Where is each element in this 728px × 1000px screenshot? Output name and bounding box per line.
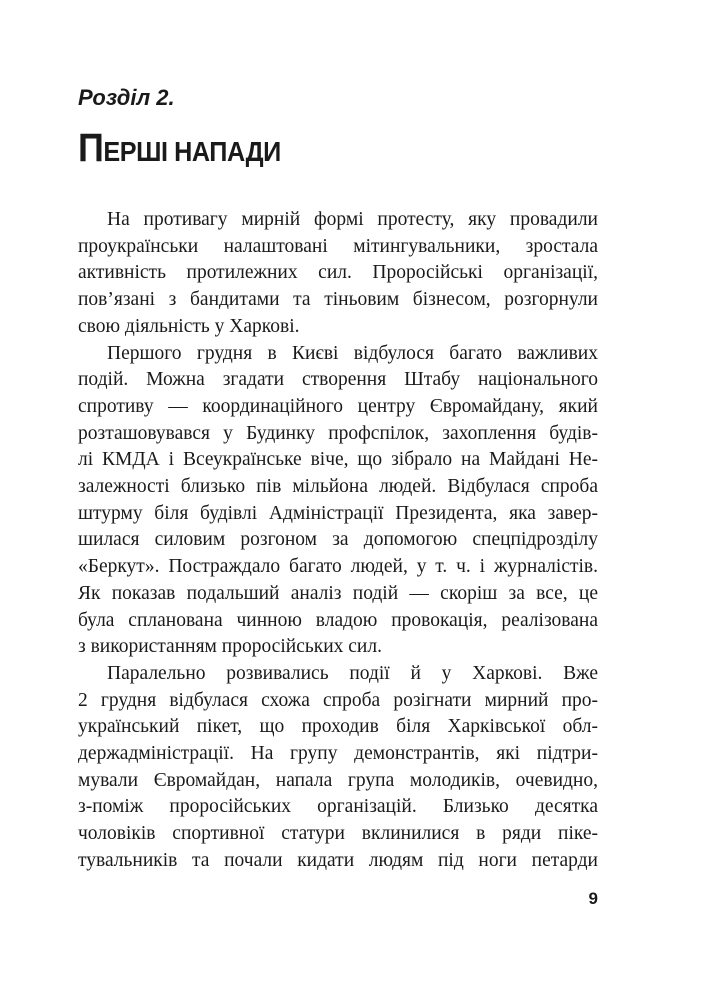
page-number: 9 (588, 889, 598, 908)
text-line: Паралельно розвивались події й у Харкові. Вже (107, 662, 598, 684)
paragraph (78, 207, 598, 341)
text-line: український пікет, що проходив біля Харківської обл- (78, 716, 598, 738)
text-line: з-поміж проросійських організацій. Близько десятка (78, 796, 598, 818)
text-line: залежності близько пів мільйона людей. Відбулася спроба (78, 476, 598, 498)
text-line: штурму біля будівлі Адміністрації Президента, яка завер- (78, 502, 598, 524)
text-line: подій. Можна згадати створення Штабу національного (78, 369, 598, 391)
paragraph (78, 341, 598, 661)
text-line: була спланована чинною владою провокація, реалізована (78, 609, 598, 631)
text-line: Першого грудня в Києві відбулося багато важливих (107, 342, 598, 364)
text-line: На противагу мирній формі протесту, яку провадили (107, 209, 598, 230)
text-line: держадміністрації. На групу демонстрантів, які підтри- (78, 743, 598, 765)
text-line: тувальників та почали кидати людям під ноги петарди (78, 849, 598, 871)
text-line: пов’язані з бандитами та тіньовим бізнесом, розгорнули (78, 289, 598, 311)
chapter-label: Розділ 2. (78, 85, 175, 110)
body-text (78, 207, 598, 875)
paragraph (78, 661, 598, 875)
text-line: Як показав подальший аналіз подій — скоріш за все, це (78, 582, 598, 604)
text-line: спротиву — координаційного центру Євромайдану, який (78, 395, 598, 417)
text-line: з використанням проросійських сил. (78, 636, 382, 658)
chapter-title: ПЕРШІ НАПАДИ (78, 126, 281, 170)
text-line: шилася силовим розгоном за допомогою спецпідрозділу (78, 529, 598, 551)
text-line: чоловіків спортивної статури вклинилися в ряди піке- (78, 823, 598, 845)
text-line: лі КМДА і Всеукраїнське віче, що зібрало на Майдані Не- (78, 449, 598, 471)
text-line: свою діяльність у Харкові. (78, 315, 300, 337)
text-line: мували Євромайдан, напала група молодиків, очевидно, (78, 769, 598, 791)
text-line: активність протилежних сил. Проросійські організації, (78, 262, 598, 284)
text-line: розташовувався у Будинку профспілок, захоплення будів- (78, 422, 598, 444)
text-line: проукраїнськи налаштовані мітингувальники, зростала (78, 235, 598, 257)
text-line: 2 грудня відбулася схожа спроба розігнати мирний про- (78, 689, 598, 711)
text-line: «Беркут». Постраждало багато людей, у т. ч. і журналістів. (78, 556, 598, 578)
